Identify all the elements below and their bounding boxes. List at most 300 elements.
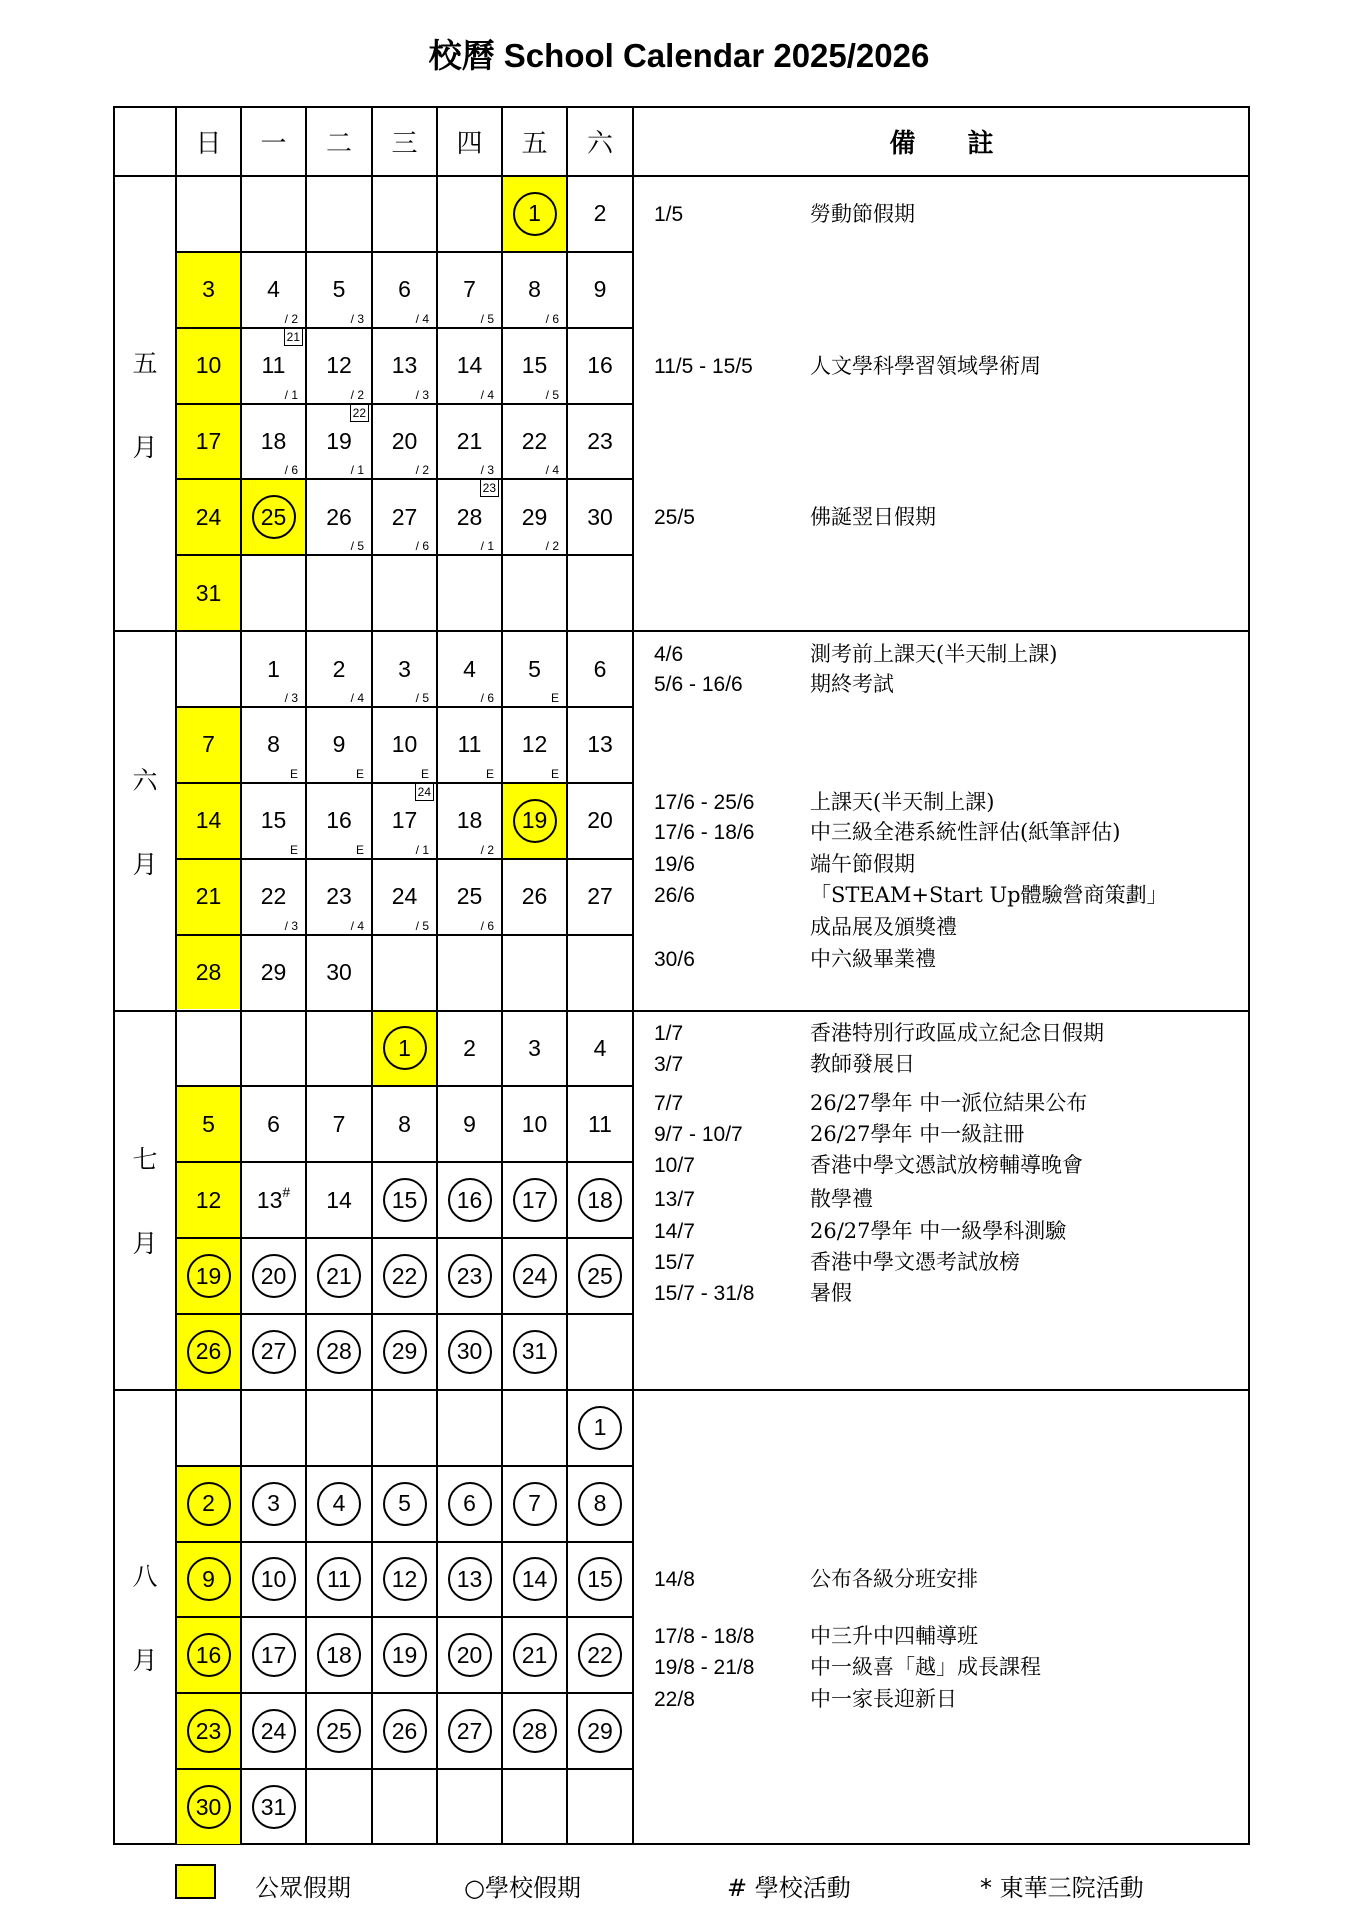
date-text: 2 [593,200,607,227]
remark-text: 中三級全港系統性評估(紙筆評估) [810,820,1121,845]
date-text: 26 [195,1338,222,1365]
legend-school-activity: # 學校活動 [727,1874,851,1902]
remark-date: 17/6 - 18/6 [654,821,755,845]
school-holiday-date [187,1709,231,1753]
date-number [457,430,483,453]
day-cell [242,784,305,858]
date-text: 19 [391,1641,418,1668]
school-holiday-date [187,1482,231,1526]
date-text: 22 [521,428,548,454]
empty-day-cell [242,1391,305,1465]
cycle-day-label: E [420,766,429,781]
day-cell [307,1163,371,1237]
date-text: 13 [256,1186,283,1213]
date-number [594,202,607,225]
day-cell [438,1239,501,1313]
date-number [528,655,541,682]
school-holiday-date [513,1254,557,1298]
school-holiday-date [383,1330,427,1374]
date-number [392,885,418,908]
school-holiday-date [513,1633,557,1677]
date-text: 2 [463,1034,476,1061]
remark-date: 4/6 [654,642,684,666]
remark-text: 26/27學年 中一派位結果公布 [810,1091,1088,1116]
day-cell [177,708,240,782]
day-cell [503,1163,566,1237]
day-cell [242,1618,305,1692]
day-cell [373,1467,436,1541]
date-text: 3 [202,276,215,303]
date-text: 16 [456,1186,483,1213]
cycle-day-label: E [485,766,494,781]
date-text: 6 [593,655,607,682]
date-number [392,733,418,756]
date-number [333,278,346,301]
date-number [326,809,352,832]
school-holiday-date [317,1330,361,1374]
day-cell [307,329,371,403]
cycle-day-label: E [355,766,364,781]
remark-entry [654,1088,1244,1119]
date-text: 2 [202,1490,215,1517]
school-holiday-date [448,1557,492,1601]
day-cell [568,708,632,782]
date-number [593,1034,607,1061]
day-cell [307,480,371,554]
date-number [587,430,613,453]
date-text: 15 [587,1565,613,1592]
remark-date: 30/6 [654,947,695,971]
day-cell [242,253,305,327]
date-number [398,1110,411,1137]
school-holiday-date [187,1254,231,1298]
date-number [267,1110,280,1137]
month-label-char: 月 [132,1646,158,1676]
date-text: 6 [267,1110,280,1137]
school-holiday-date [513,1709,557,1753]
empty-day-cell [307,1012,371,1086]
date-text: 11 [588,1110,612,1137]
school-holiday-date [513,1482,557,1526]
date-number [398,278,411,301]
date-text: 20 [587,807,613,834]
school-holiday-date [317,1482,361,1526]
school-holiday-date [578,1557,622,1601]
cycle-day-label: / 1 [350,463,364,478]
empty-day-cell [568,1770,632,1844]
day-cell [307,860,371,934]
remark-entry [654,1184,1244,1215]
date-text: 27 [587,883,613,910]
date-text: 22 [391,1262,418,1289]
empty-day-cell [373,556,436,630]
date-text: 1 [398,1034,411,1061]
date-number [202,1110,215,1137]
remark-date: 15/7 [654,1250,695,1274]
school-holiday-date [187,1557,231,1601]
school-holiday-date [578,1178,622,1222]
remark-date: 19/8 - 21/8 [654,1656,755,1680]
date-number [522,885,548,908]
cycle-day-label: E [289,766,298,781]
day-cell [503,1012,566,1086]
month-label [115,1011,175,1390]
day-cell [503,1239,566,1313]
empty-day-cell [177,177,240,251]
date-number [195,1186,222,1213]
school-holiday-date [448,1633,492,1677]
day-cell [568,784,632,858]
day-cell [307,708,371,782]
day-cell [568,632,632,706]
date-number [587,809,613,832]
day-cell [373,1694,436,1768]
date-text: 13 [587,731,613,758]
date-text: 9 [463,1110,476,1137]
date-text: 24 [391,883,418,910]
cycle-day-label: / 6 [545,311,559,326]
date-text: 15 [521,352,548,379]
date-text: 30 [326,959,352,986]
day-cell [438,1087,501,1161]
remark-text: 勞動節假期 [810,201,915,226]
date-text: 3 [267,1490,280,1517]
empty-day-cell [307,1770,371,1844]
date-text: 25 [456,883,483,910]
day-cell [373,784,436,858]
cycle-day-label: / 2 [284,311,298,326]
remark-date: 15/7 - 31/8 [654,1281,755,1305]
date-text: 21 [326,1262,352,1289]
remark-text: 上課天(半天制上課) [810,789,995,814]
date-text: 9 [202,1565,215,1592]
remark-entry [654,849,1244,880]
remark-date: 26/6 [654,884,695,908]
remark-date: 5/6 - 16/6 [654,673,743,697]
date-number [195,579,222,606]
date-text: 8 [593,1490,607,1517]
remark-entry [654,199,1244,230]
date-text: 28 [521,1717,548,1744]
date-number [202,733,215,756]
date-text: 16 [587,352,613,379]
school-holiday-date [448,1482,492,1526]
remark-entry [654,351,1244,382]
day-cell [177,1315,240,1389]
school-holiday-date [252,495,296,539]
date-text: 26 [521,883,548,910]
school-holiday-date [448,1330,492,1374]
school-holiday-date [187,1633,231,1677]
date-text: 29 [587,1717,613,1744]
weekday-header: 三 [391,128,418,159]
remark-entry [654,1621,1244,1652]
school-holiday-date [317,1557,361,1601]
day-cell [242,1239,305,1313]
day-cell [438,860,501,934]
day-cell [242,405,305,479]
day-cell [503,860,566,934]
day-cell [438,784,501,858]
day-cell [307,1315,371,1389]
date-number [528,1034,541,1061]
weekday-header: 四 [456,128,483,159]
date-text: 21 [456,428,483,454]
remark-date: 17/8 - 18/8 [654,1625,755,1649]
date-number [196,885,222,908]
day-cell [242,1543,305,1617]
date-number [326,354,352,377]
day-cell [373,1163,436,1237]
remark-entry [654,639,1244,670]
day-cell [373,1087,436,1161]
date-text: 21 [521,1641,548,1668]
date-text: 12 [326,352,352,379]
month-label-char: 月 [132,849,158,879]
date-number [261,961,287,984]
remark-text: 中一級喜「越」成長課程 [810,1655,1041,1680]
school-holiday-date [252,1482,296,1526]
day-cell [177,1239,240,1313]
day-cell [438,329,501,403]
date-number [202,278,215,301]
date-text: 5 [332,276,346,303]
date-number [594,278,607,301]
day-cell [373,1543,436,1617]
day-cell [242,1087,305,1161]
date-text: 27 [391,503,418,530]
date-number [521,1110,548,1137]
school-holiday-date [448,1254,492,1298]
remark-entry [654,1564,1244,1595]
day-cell [307,1618,371,1692]
day-cell [438,1618,501,1692]
day-cell [307,784,371,858]
day-cell [177,1163,240,1237]
day-cell [177,1543,240,1617]
date-text: 4 [593,1034,607,1061]
empty-day-cell [503,936,566,1010]
weekday-header: 日 [195,128,222,159]
day-cell [568,253,632,327]
day-cell [438,480,501,554]
date-text: 4 [332,1490,346,1517]
day-cell [503,708,566,782]
date-text: 19 [195,1262,222,1289]
remark-date: 3/7 [654,1052,684,1076]
date-text: 8 [398,1110,411,1137]
remark-date: 14/7 [654,1219,695,1243]
day-cell [438,1694,501,1768]
empty-day-cell [503,1391,566,1465]
date-number [463,1110,476,1137]
empty-day-cell [568,1315,632,1389]
date-text: 12 [195,1186,222,1213]
day-cell [568,1087,632,1161]
date-number [593,655,607,682]
date-number [456,503,483,530]
date-text: 25 [326,1717,352,1744]
remark-text: 佛誕翌日假期 [810,505,936,530]
school-day-count-box: 24 [415,783,434,801]
date-number [392,354,418,377]
date-text: 13 [391,352,418,379]
day-cell [373,1315,436,1389]
school-holiday-date [187,1785,231,1829]
day-cell [503,1467,566,1541]
date-text: 26 [326,503,352,530]
day-cell [307,1543,371,1617]
date-text: 29 [521,503,548,530]
day-cell [503,1315,566,1389]
date-number [587,733,613,756]
cycle-day-label: / 4 [415,311,429,326]
date-number [457,354,483,377]
remark-date: 22/8 [654,1687,695,1711]
date-number [256,1183,291,1213]
date-text: 5 [202,1110,215,1137]
date-text: 8 [528,276,541,303]
cycle-day-label: / 5 [415,918,429,933]
remark-date: 25/5 [654,506,695,530]
day-cell [307,1087,371,1161]
remark-text: 公布各級分班安排 [810,1567,978,1592]
remark-entry [654,1652,1244,1683]
day-cell [177,253,240,327]
cycle-day-label: / 5 [545,387,559,402]
school-holiday-date [383,1254,427,1298]
day-cell [242,480,305,554]
school-day-count-box: 21 [284,328,303,346]
day-cell [568,405,632,479]
date-text: 14 [521,1565,548,1592]
date-number [262,354,286,377]
day-cell [242,1694,305,1768]
date-text: 17 [195,428,222,454]
remark-entry [654,880,1244,911]
day-cell [438,253,501,327]
empty-day-cell [177,1391,240,1465]
date-text: 30 [456,1338,483,1365]
date-text: 18 [456,807,483,834]
cycle-day-label: / 6 [480,691,494,706]
weekday-header: 一 [260,128,287,159]
date-number [522,354,548,377]
legend-tung-wah-activity: * 東華三院活動 [980,1874,1144,1902]
empty-day-cell [177,632,240,706]
date-number [392,809,418,832]
remark-date: 1/7 [654,1022,684,1046]
date-number [463,278,476,301]
remark-date: 7/7 [654,1092,684,1116]
remark-date: 19/6 [654,853,695,877]
day-cell [242,936,305,1010]
day-cell [503,405,566,479]
date-number [196,809,222,832]
school-holiday-date [317,1709,361,1753]
school-holiday-date [513,1557,557,1601]
date-text: 29 [260,959,287,986]
day-cell [568,1618,632,1692]
cycle-day-label: / 6 [284,463,298,478]
date-text: 20 [260,1262,287,1289]
date-text: 24 [521,1262,548,1289]
date-text: 24 [260,1717,287,1744]
date-text: 23 [456,1262,483,1289]
cycle-day-label: / 3 [284,691,298,706]
day-cell [568,480,632,554]
day-cell [177,556,240,630]
cycle-day-label: / 4 [350,691,364,706]
remark-text: 香港中學文憑考試放榜 [810,1249,1020,1274]
school-holiday-date [383,1557,427,1601]
day-cell [177,1087,240,1161]
date-text: 1 [267,655,280,682]
month-label-char: 五 [132,348,158,378]
day-cell [242,1315,305,1389]
date-text: 7 [463,276,476,303]
date-text: 4 [463,655,476,682]
date-text: 23 [195,1717,222,1744]
school-holiday-date [578,1482,622,1526]
month-label-char: 月 [132,432,158,462]
legend-public-holiday-swatch [175,1864,216,1899]
date-number [267,278,280,301]
date-text: 17 [391,807,418,834]
day-cell [242,860,305,934]
day-cell [373,480,436,554]
date-text: 30 [195,1793,222,1820]
date-text: 7 [332,1110,346,1137]
date-text: 18 [587,1186,613,1213]
day-cell [373,329,436,403]
date-number [463,655,476,682]
remark-text: 香港特別行政區成立紀念日假期 [810,1021,1104,1046]
date-number [267,655,280,682]
school-holiday-date [513,1178,557,1222]
date-number [196,354,222,377]
date-text: 29 [391,1338,418,1365]
date-text: 17 [521,1186,548,1213]
remark-entry [654,1684,1244,1715]
day-cell [242,632,305,706]
day-cell [177,329,240,403]
empty-day-cell [438,177,501,251]
day-cell [503,632,566,706]
date-text: 22 [587,1641,613,1668]
remark-date: 11/5 - 15/5 [654,354,753,378]
grid-line [632,106,634,1845]
cycle-day-label: / 5 [350,539,364,554]
date-number [522,430,548,453]
day-cell [373,253,436,327]
remark-text: 暑假 [810,1280,852,1305]
remark-text: 26/27學年 中一級註冊 [810,1122,1025,1147]
date-text: 19 [326,428,352,454]
remark-text: 中一家長迎新日 [810,1686,957,1711]
cycle-day-label: / 3 [350,311,364,326]
empty-day-cell [177,1012,240,1086]
day-cell [568,177,632,251]
date-text: 8 [267,731,280,758]
date-text: 11 [327,1565,351,1592]
month-label-char: 六 [132,765,158,795]
remark-entry [654,1278,1244,1309]
cycle-day-label: / 6 [480,918,494,933]
weekday-header: 六 [586,128,613,159]
date-text: 22 [260,883,287,910]
day-cell [503,329,566,403]
